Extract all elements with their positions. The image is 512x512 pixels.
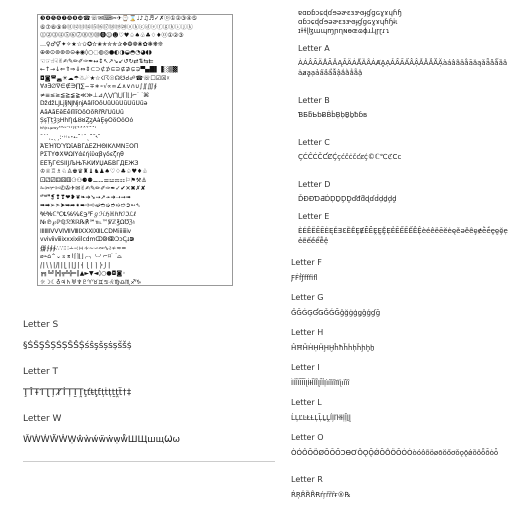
section-letter-d (298, 180, 508, 212)
symbol-line: ∰∱∲∳∴∵∶∷∸∹∺∻∼∽∾∿≀≁≂≃ (40, 244, 127, 252)
section-heading: Letter H (291, 328, 324, 337)
symbol-line: ⊕⊗⊙⊚⊛⊜⊝◈◉◊○◌◍◎●◐◑◒◓◔◕◖◗ (40, 49, 152, 56)
section-letter-r (291, 475, 508, 505)
section-letter-g (291, 293, 508, 328)
section-heading: Letter A (298, 44, 330, 53)
section-letter-i (291, 363, 508, 398)
symbol-line: ←↑→↓⇐⇑⇒⇓⇔⇕⊂⊃⊄⊅⊆⊇⊈⊉⊊⊋▀▄█▌▐░▒▓ (40, 66, 178, 73)
symbol-line: №℗℘ℙℚℛℜℝ℞℟℠℡™℣ℤ℥Ω℧ℨ℩ (40, 219, 135, 226)
ipa-line-1: ɐɑɒɓɔɕɖɗɘəɚɛɜɝɞɟɠɡɢɣɤɥɦɧ (298, 9, 402, 17)
symbol-line: ΆΈΉΊΌΎΏΐΑΒΓΔΕΖΗΘΙΚΛΜΝΞΟΠ (40, 142, 139, 150)
symbol-line: ♔♕♖♗♘♙♚♛♜♝♞♟♠♡♢♣♤♥♦♧ (40, 168, 148, 175)
section-heading: Letter T (23, 367, 59, 377)
section-glyphs: ĎĐƉƊƋḊḌḎḐḒďđƌɖɗḋḍḏḑḓ (298, 195, 397, 203)
symbol-line: ⑥⑦⑧⑨⑩⑪⑫⑬⑭⑮⑯⑰⑱⑲⑳ⓐⓑⓒⓓⓔⓕⓖⓗⓘⓙⓚ (40, 23, 193, 31)
section-glyphs: ƁƂƃƄƅɃḂḃḄḅḆḇƀɓʙ (298, 111, 368, 119)
symbol-line: ȀȁȂȃȄȅȆȇȈȉȊȋȌȍȎȏȐȑȒȓȔȕȖȗ (40, 108, 124, 116)
section-glyphs: ĤĦȞḢḤḦḨḪĥħȟḣḥḧḩḫẖ (291, 344, 375, 352)
ipa-block (298, 9, 508, 36)
section-letter-w (23, 414, 275, 464)
section-heading: Letter O (291, 433, 324, 442)
section-letter-l (291, 398, 508, 433)
symbol-line: ʰʱʲʳʴʵʶʷʸʹʺʻʼʽʾʿˀˁ˂˃˄˅ˆˇˈ (40, 125, 97, 133)
section-heading: Letter L (291, 398, 322, 407)
section-heading: Letter F (291, 258, 322, 267)
section-glyphs: ŔŖŘȐȒɌŕŗřȑȓɍ®℞ (291, 491, 351, 499)
section-letter-t (23, 367, 275, 414)
symbol-line: ȘșȚțȜȝȞȟȠȡȢȣȤȥȦȧȨȩȪȫȬȭȮȯ (40, 117, 134, 124)
symbol-sheet-page (37, 14, 233, 286)
letter-sections-left (23, 320, 275, 464)
section-letter-h (291, 328, 508, 363)
section-letter-o (291, 433, 508, 475)
symbol-line: ❛❜❝❞❡❢❣❤❥❦❧➔➘➙➚➛➜➝➞➟ (40, 193, 131, 201)
section-glyphs: §ŚŜŞŠȘṠṢṤṦṨśŝşšșṡṣṥṧṩ (23, 341, 132, 351)
section-heading: Letter R (291, 475, 323, 484)
symbol-line: ⓵⓶⓷⓸⓹⓺⓻⓼⓽⓾⓿☺☻♡♥♤♠♧♣♢♦⓪①②③ (40, 32, 184, 39)
symbol-line: ΡΣΤΥΦΧΨΩΪΫάέήίΰαβγδεζηθ (40, 151, 124, 158)
section-glyphs: ÇĆĈĊČƇȻḈçćĉċčƈȼḉ©ℂ℃ℭⅭⅽ (298, 153, 402, 161)
section-heading: Letter S (23, 320, 59, 330)
section-glyphs: ƑḞḟƒﬀﬁﬂ (291, 274, 318, 282)
symbol-line: ☼☽☾♁♃♄♅♆♇♈♉♊♋♌♍♎♏♐♑ (40, 278, 142, 286)
section-glyphs: ŢŤŦƬƮȚȾṪṬṮṰţťŧƫƭțṫṭṯṱẗ†‡ (23, 388, 132, 398)
symbol-line: ⎛⎜⎝⎞⎟⎠⎡⎢⎣⎤⎥⎦⎧⎨⎩⎪⎫⎬⎭⎮ (40, 261, 111, 269)
divider (23, 461, 275, 462)
symbol-line: ≠≡≤≥≦≧≨≩≪≫⊥⊿⋀⋁⋂⋃⌈⌉⌊⌋⌐⌒⌘ (40, 91, 150, 99)
section-heading: Letter W (23, 414, 62, 424)
section-glyphs: ÈÉÊËĒĔĖĘĚƎƐȄȆȨɆḔḖḘḚḜẸẺẼẾỀỂỄỆèéêëēĕėęěǝȅȇȩɇḕḗḙḛḝẹẻẽếềểễệ (298, 227, 508, 245)
section-heading: Letter I (291, 363, 320, 372)
symbol-line: …♀♂⚥✦✧★☆✩✪✫✬✭✮✯✰❖❂❁❀✿❃❋❊ (40, 40, 163, 48)
symbol-line: ⚀⚁⚂⚃⚄⚅⚆⚇⚈⚉⚊⚋⚌⚍⚎⚏⚐⚑⚒⚓ (40, 176, 147, 184)
section-letter-f (291, 258, 508, 293)
section-heading: Letter E (298, 212, 330, 221)
section-glyphs: ĹĻĽĿŁȽḶḸḺḼĺļľŀłƚḷḹḻḽ (291, 414, 351, 422)
symbol-line: ➠➡➢➣➤➥➦➧➨➩➪➫➬➭➮➯➱➲➳➴ (40, 202, 141, 209)
symbol-line: ⅴⅵⅶⅷⅸⅹⅺⅻⅼⅽⅾⅿↀↁↂↃↄↅↆↇ (40, 236, 135, 243)
symbol-line: ЀЁЂЃЄЅІЇЈЉЊЋЌЍЎЏАБВГДЕЖЗ (40, 159, 139, 167)
section-glyphs: ŴẀẂẄẆẈŵẁẃẅẇẉẘШЩшщѠѡ (23, 435, 181, 445)
section-letter-b (298, 96, 508, 138)
symbol-line: ╔╗╚╝╠╣╦╩╬═║▲►▼◄◊○●◘◙◦ (40, 270, 126, 277)
section-glyphs: ÀÁÂÃÄÅĀĂĄǍǞǠǺȀȂȦȺḀẠẢẤẦẨẪẬẮẰẲẴẶàáâãäåāăąǎǟǡǻȁȃȧⱥḁạảấầẩẫậắằẳẵặ (298, 59, 508, 77)
symbol-line: ∀∂∃∅∇∈∉∋∏∑−∓∗∘√∝∞∠∧∨∩∪∫∬∭∮ (40, 83, 157, 90)
section-glyphs: ÒÓÔÕÖØŌŎŐƆƟƠǑǪǬǾȌȎȪȬȮȰòóôõöøōŏőơǒǫǭǿȍȏȫȭȯȱ (291, 449, 499, 457)
section-letter-s (23, 320, 275, 367)
symbol-line: ˉˊˋˌˍˎˏːˑ˒˓˔˕˖˗˘˙˚˛˜˝˞˟ (40, 134, 101, 141)
ipa-line-3: ɪɫɬɭɮɯɰɱɲɳɴɵɶɷɸɹɺɻɼɽɾɿ (298, 27, 390, 35)
section-glyphs: ĜĞĠĢƓǤǦǴḠĝğġģǥǧǵɠḡ (291, 309, 381, 317)
letter-sections-right-upper (298, 44, 508, 254)
ipa-line-2: ɑɓɔɕɖɗɘəɚɛɜɝɞɟɠɡɢɣɤɥɦɧɨɩ (298, 18, 398, 26)
section-letter-c (298, 138, 508, 180)
section-heading: Letter B (298, 96, 330, 105)
section-letter-a (298, 44, 508, 96)
section-letter-e (298, 212, 508, 254)
section-heading: Letter D (298, 180, 331, 189)
symbol-line: ℀℁ℂ℃℄℅℆ℇ℈℉ℊℋℌℍℎℏℐℑℒℓ (40, 210, 137, 218)
symbol-line: ⅠⅡⅢⅣⅤⅥⅦⅧⅨⅩⅪⅫⅬⅭⅮⅯⅰⅱⅲⅳ (40, 227, 132, 235)
section-glyphs: ÌÍÎÏĨĪĬĮİƗǏȈȊḬḮỈỊìíîïĩīĭįıǐȉȋ (291, 379, 350, 387)
symbol-line: ❸❹❺❻❼❽❾❿☎☏✉⌨✂✈⌚⌛♩♪♫♬✓✗⓪①②③④⑤ (40, 15, 198, 22)
section-heading: Letter G (291, 293, 324, 302)
symbol-line: ⌀⌁⌂⌃⌄⌅⌆⌇⌈⌉⌊⌋⌌⌍⌎⌏⌐⌑⌒⌓ (40, 253, 122, 260)
symbol-line: ◘◙◚◛☀☁☂☃☄★☆☇☈☉☊☋☌☍☎☏☐☑☒☓ (40, 74, 170, 82)
symbol-line: ☜☞☝☟✌✍✎✏✐✑✒↔↕↖↗↘↙↺↻⇄⇅⇆⇇ (40, 57, 154, 65)
symbol-line: ✁✂✃✄✆✇✈✉✌✍✎✏✐✑✒✓✔✕✖✗✘ (40, 185, 146, 192)
letter-sections-right-lower (291, 258, 508, 505)
section-heading: Letter C (298, 138, 330, 147)
symbol-line: ǅǆǇǈǉǊǋǌǍǎǏǐǑǒǓǔǕǖǗǘǙǚǛǜǝ (40, 100, 148, 107)
